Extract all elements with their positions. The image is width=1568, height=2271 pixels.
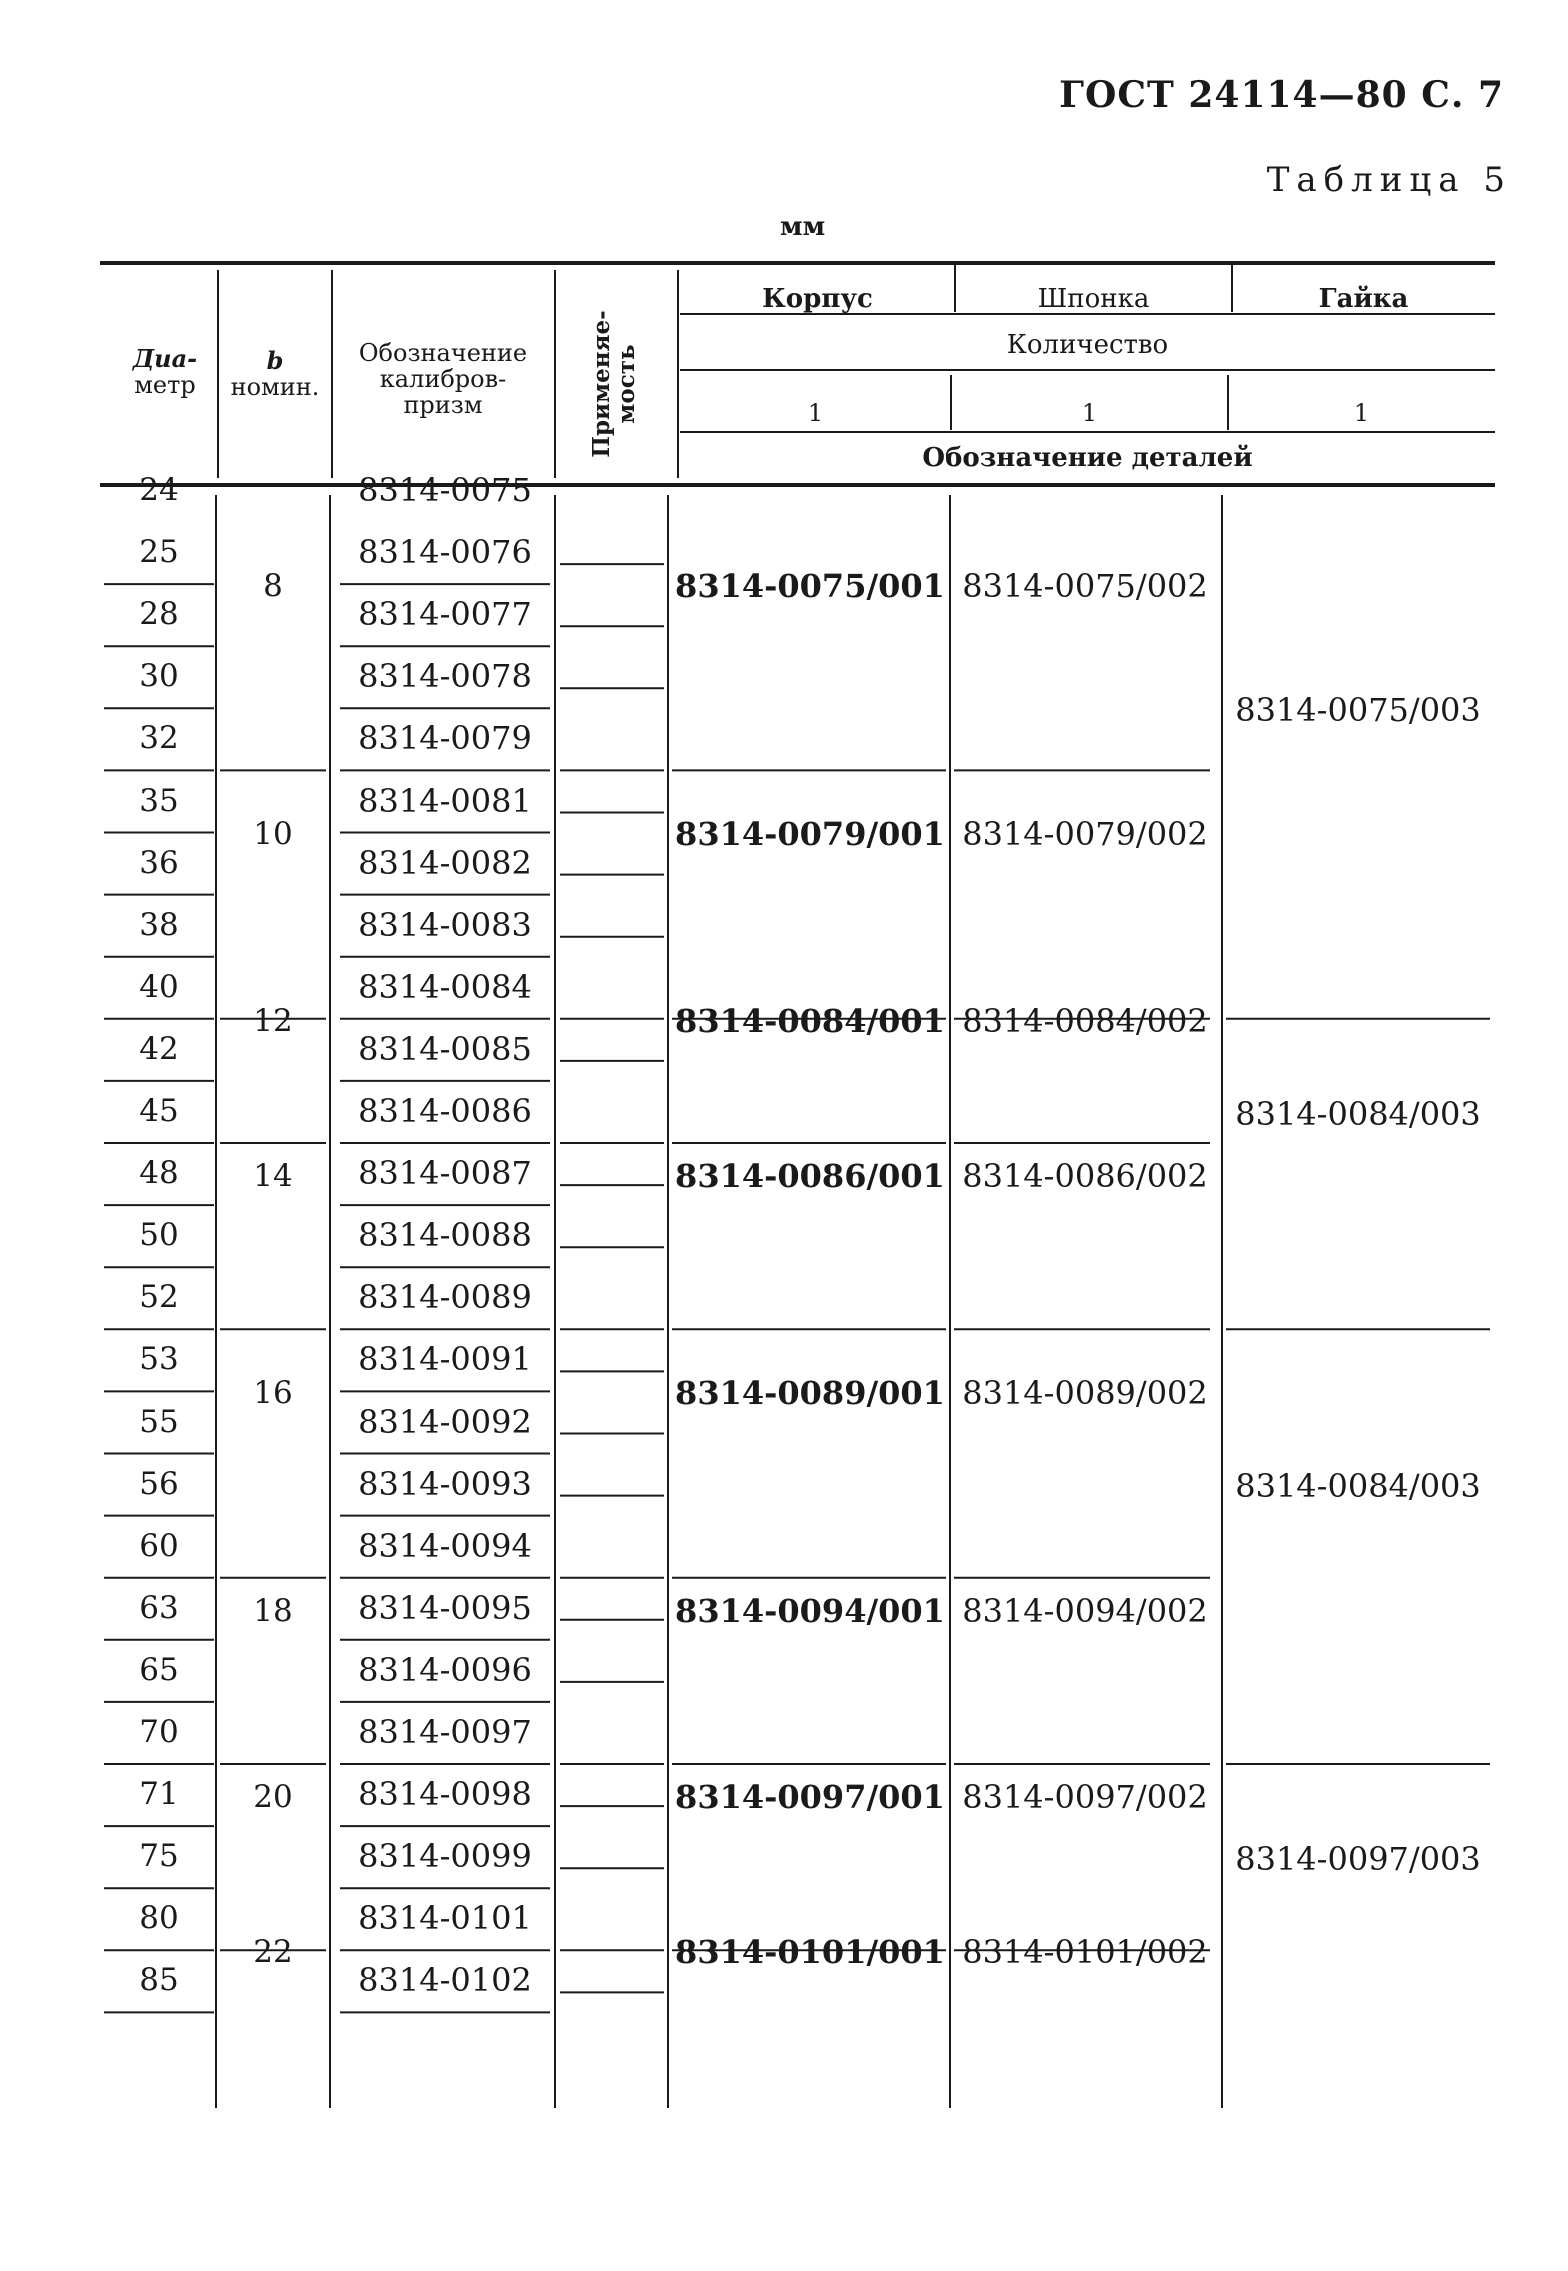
diameter-cell: 36 [139, 844, 179, 881]
header-part-designation: Обозначение деталей [922, 443, 1253, 473]
code-cell: 8314-0075 [358, 471, 532, 509]
header-qty-nut: 1 [1353, 399, 1370, 427]
key-part-cell: 8314-0079/002 [962, 815, 1208, 854]
code-cell: 8314-0089 [358, 1278, 532, 1317]
key-part-cell: 8314-0086/002 [962, 1157, 1208, 1195]
body-part-cell: 8314-0075/001 [675, 567, 945, 605]
code-cell: 8314-0077 [358, 595, 532, 634]
code-cell: 8314-0079 [358, 719, 532, 758]
header-designation-line2: калибров- [379, 365, 507, 393]
code-cell: 8314-0099 [358, 1837, 532, 1876]
diameter-cell: 38 [139, 906, 179, 943]
header-qty-key: 1 [1081, 399, 1098, 427]
body-part-cell: 8314-0097/001 [675, 1778, 945, 1816]
units-label: мм [780, 212, 826, 242]
code-cell: 8314-0081 [358, 781, 532, 820]
header-nut: Гайка [1318, 284, 1409, 314]
body-part-cell: 8314-0086/001 [675, 1157, 945, 1195]
nut-part-cell: 8314-0084/003 [1235, 1094, 1481, 1133]
code-cell: 8314-0078 [358, 657, 532, 696]
diameter-cell: 56 [139, 1465, 179, 1502]
code-cell: 8314-0088 [358, 1216, 532, 1255]
body-part-cell: 8314-0101/001 [675, 1933, 945, 1972]
header-b-symbol: b [266, 346, 284, 375]
header-b-nominal: номин. [230, 373, 320, 401]
code-cell: 8314-0082 [358, 843, 532, 882]
diameter-cell: 71 [139, 1776, 179, 1813]
diameter-cell: 25 [139, 534, 179, 571]
body-part-cell: 8314-0089/001 [675, 1374, 945, 1413]
key-part-cell: 8314-0101/002 [962, 1933, 1208, 1972]
code-cell: 8314-0083 [358, 905, 532, 944]
diameter-cell: 75 [139, 1838, 179, 1875]
header-diameter-line2: метр [134, 371, 196, 399]
header-designation [332, 340, 554, 418]
header-qty-body: 1 [807, 399, 824, 427]
code-cell: 8314-0094 [358, 1526, 532, 1565]
key-part-cell: 8314-0097/002 [962, 1778, 1208, 1816]
page-header: ГОСТ 24114—80 С. 7 [1059, 74, 1504, 116]
code-cell: 8314-0084 [358, 967, 532, 1006]
b-nominal-cell: 18 [253, 1592, 293, 1629]
diameter-cell: 48 [139, 1155, 179, 1192]
key-part-cell: 8314-0084/002 [962, 1001, 1208, 1040]
code-cell: 8314-0095 [358, 1588, 532, 1627]
code-cell: 8314-0091 [358, 1340, 532, 1379]
diameter-cell: 24 [139, 472, 179, 508]
code-cell: 8314-0102 [358, 1961, 532, 2000]
diameter-cell: 42 [139, 1030, 179, 1067]
diameter-cell: 35 [139, 782, 179, 819]
nut-part-cell: 8314-0084/003 [1235, 1467, 1481, 1506]
code-cell: 8314-0092 [358, 1402, 532, 1441]
header-body: Корпус [762, 284, 873, 314]
diameter-cell: 70 [139, 1714, 179, 1750]
header-diameter [110, 346, 220, 398]
code-cell: 8314-0098 [358, 1775, 532, 1814]
code-cell: 8314-0086 [358, 1092, 532, 1130]
diameter-cell: 65 [139, 1651, 179, 1688]
header-applicability [589, 289, 645, 479]
header-key: Шпонка [1037, 284, 1150, 314]
table-caption: Таблица 5 [1266, 160, 1512, 200]
diameter-cell: 28 [139, 596, 179, 633]
b-nominal-cell: 14 [253, 1158, 293, 1194]
nut-part-cell: 8314-0097/003 [1235, 1840, 1481, 1878]
header-b [218, 348, 332, 400]
key-part-cell: 8314-0075/002 [962, 567, 1208, 605]
diameter-cell: 52 [139, 1279, 179, 1316]
b-nominal-cell: 22 [253, 1934, 293, 1971]
header-designation-line3: призм [403, 391, 483, 419]
key-part-cell: 8314-0089/002 [962, 1374, 1208, 1413]
diameter-cell: 63 [139, 1589, 179, 1626]
diameter-cell: 30 [139, 658, 179, 695]
diameter-cell: 40 [139, 968, 179, 1005]
diameter-cell: 55 [139, 1403, 179, 1440]
nut-part-cell: 8314-0075/003 [1235, 691, 1481, 729]
header-designation-line1: Обозначение [358, 339, 528, 367]
b-nominal-cell: 12 [253, 1002, 293, 1039]
diameter-cell: 45 [139, 1093, 179, 1129]
diameter-cell: 50 [139, 1217, 179, 1254]
header-diameter-line1: Диа- [132, 344, 198, 373]
b-nominal-cell: 16 [253, 1375, 293, 1412]
code-cell: 8314-0101 [358, 1899, 532, 1938]
body-part-cell: 8314-0079/001 [675, 815, 945, 854]
diameter-cell: 85 [139, 1962, 179, 1999]
code-cell: 8314-0085 [358, 1029, 532, 1068]
header-applicability-line1: Применяе- [588, 310, 615, 458]
header-applicability-line2: мость [613, 344, 640, 424]
b-nominal-cell: 8 [263, 568, 283, 604]
code-cell: 8314-0076 [358, 533, 532, 572]
b-nominal-cell: 20 [253, 1779, 293, 1815]
body-part-cell: 8314-0084/001 [675, 1001, 945, 1040]
key-part-cell: 8314-0094/002 [962, 1591, 1208, 1630]
diameter-cell: 53 [139, 1341, 179, 1378]
diameter-cell: 32 [139, 720, 179, 757]
diameter-cell: 60 [139, 1527, 179, 1564]
b-nominal-cell: 10 [253, 816, 293, 853]
code-cell: 8314-0097 [358, 1713, 532, 1751]
code-cell: 8314-0087 [358, 1154, 532, 1193]
header-quantity: Количество [1006, 330, 1169, 360]
code-cell: 8314-0093 [358, 1464, 532, 1503]
code-cell: 8314-0096 [358, 1650, 532, 1689]
diameter-cell: 80 [139, 1900, 179, 1937]
body-part-cell: 8314-0094/001 [675, 1591, 945, 1630]
